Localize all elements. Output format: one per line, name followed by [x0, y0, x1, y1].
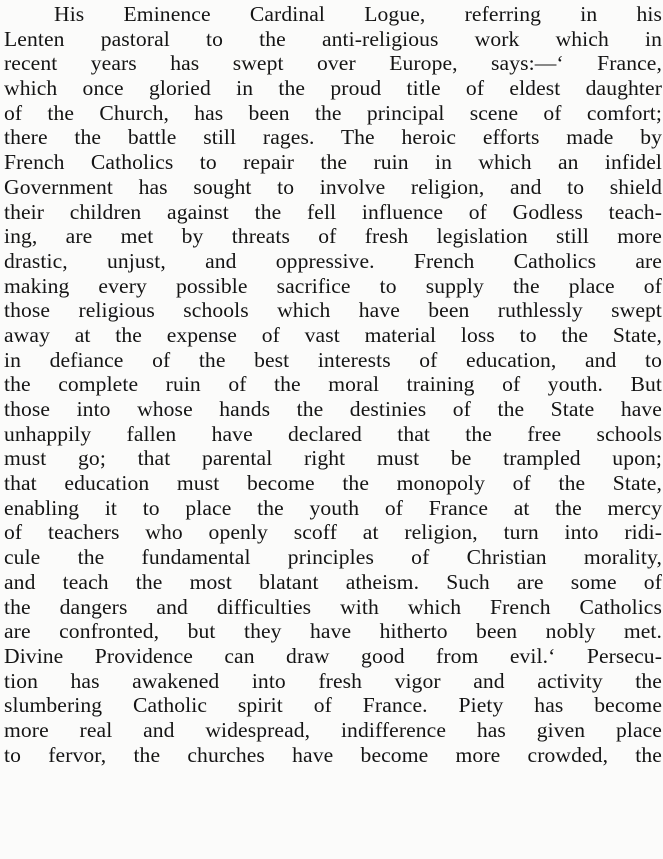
- text-line: enabling it to place the youth of France at the mercy: [4, 495, 662, 520]
- text-line: their children against the fell influence of Godless teach-: [4, 199, 662, 224]
- text-line: French Catholics to repair the ruin in which an infidel: [4, 150, 662, 175]
- text-line: away at the expense of vast material loss to the State,: [4, 322, 662, 347]
- text-line: in defiance of the best interests of education, and to: [4, 347, 662, 372]
- text-line: recent years has swept over Europe, says:—‘ France,: [4, 51, 662, 76]
- text-line: the complete ruin of the moral training of youth. But: [4, 372, 662, 397]
- text-line: of the Church, has been the principal scene of comfort;: [4, 100, 662, 125]
- text-line: His Eminence Cardinal Logue, referring in his: [54, 2, 662, 26]
- text-line: are confronted, but they have hitherto been nobly met.: [4, 619, 662, 644]
- text-line: and teach the most blatant atheism. Such are some of: [4, 569, 662, 594]
- text-line: unhappily fallen have declared that the free schools: [4, 421, 662, 446]
- text-line: those religious schools which have been ruthlessly swept: [4, 298, 662, 323]
- text-line: the dangers and difficulties with which French Catholics: [4, 594, 662, 619]
- text-line: there the battle still rages. The heroic efforts made by: [4, 125, 662, 150]
- text-line: Government has sought to involve religion, and to shield: [4, 174, 662, 199]
- text-line: of teachers who openly scoff at religion, turn into ridi-: [4, 520, 662, 545]
- text-line: Lenten pastoral to the anti-religious work which in: [4, 26, 662, 51]
- text-line: slumbering Catholic spirit of France. Piety has become: [4, 693, 662, 718]
- text-line: more real and widespread, indifference has given place: [4, 717, 662, 742]
- text-line: must go; that parental right must be trampled upon;: [4, 446, 662, 471]
- text-line: making every possible sacrifice to supply the place of: [4, 273, 662, 298]
- text-line: those into whose hands the destinies of the State have: [4, 397, 662, 421]
- text-line: cule the fundamental principles of Christian morality,: [4, 545, 662, 570]
- article-paragraph: [4, 2, 662, 767]
- text-line: ing, are met by threats of fresh legislation still more: [4, 224, 662, 249]
- text-line: Divine Providence can draw good from evil.‘ Persecu-: [4, 643, 662, 668]
- text-line: to fervor, the churches have become more crowded, the: [4, 742, 662, 767]
- text-line: drastic, unjust, and oppressive. French Catholics are: [4, 248, 662, 273]
- text-line: tion has awakened into fresh vigor and activity the: [4, 668, 662, 693]
- text-line: which once gloried in the proud title of eldest daughter: [4, 76, 662, 101]
- text-line: that education must become the monopoly of the State,: [4, 471, 662, 496]
